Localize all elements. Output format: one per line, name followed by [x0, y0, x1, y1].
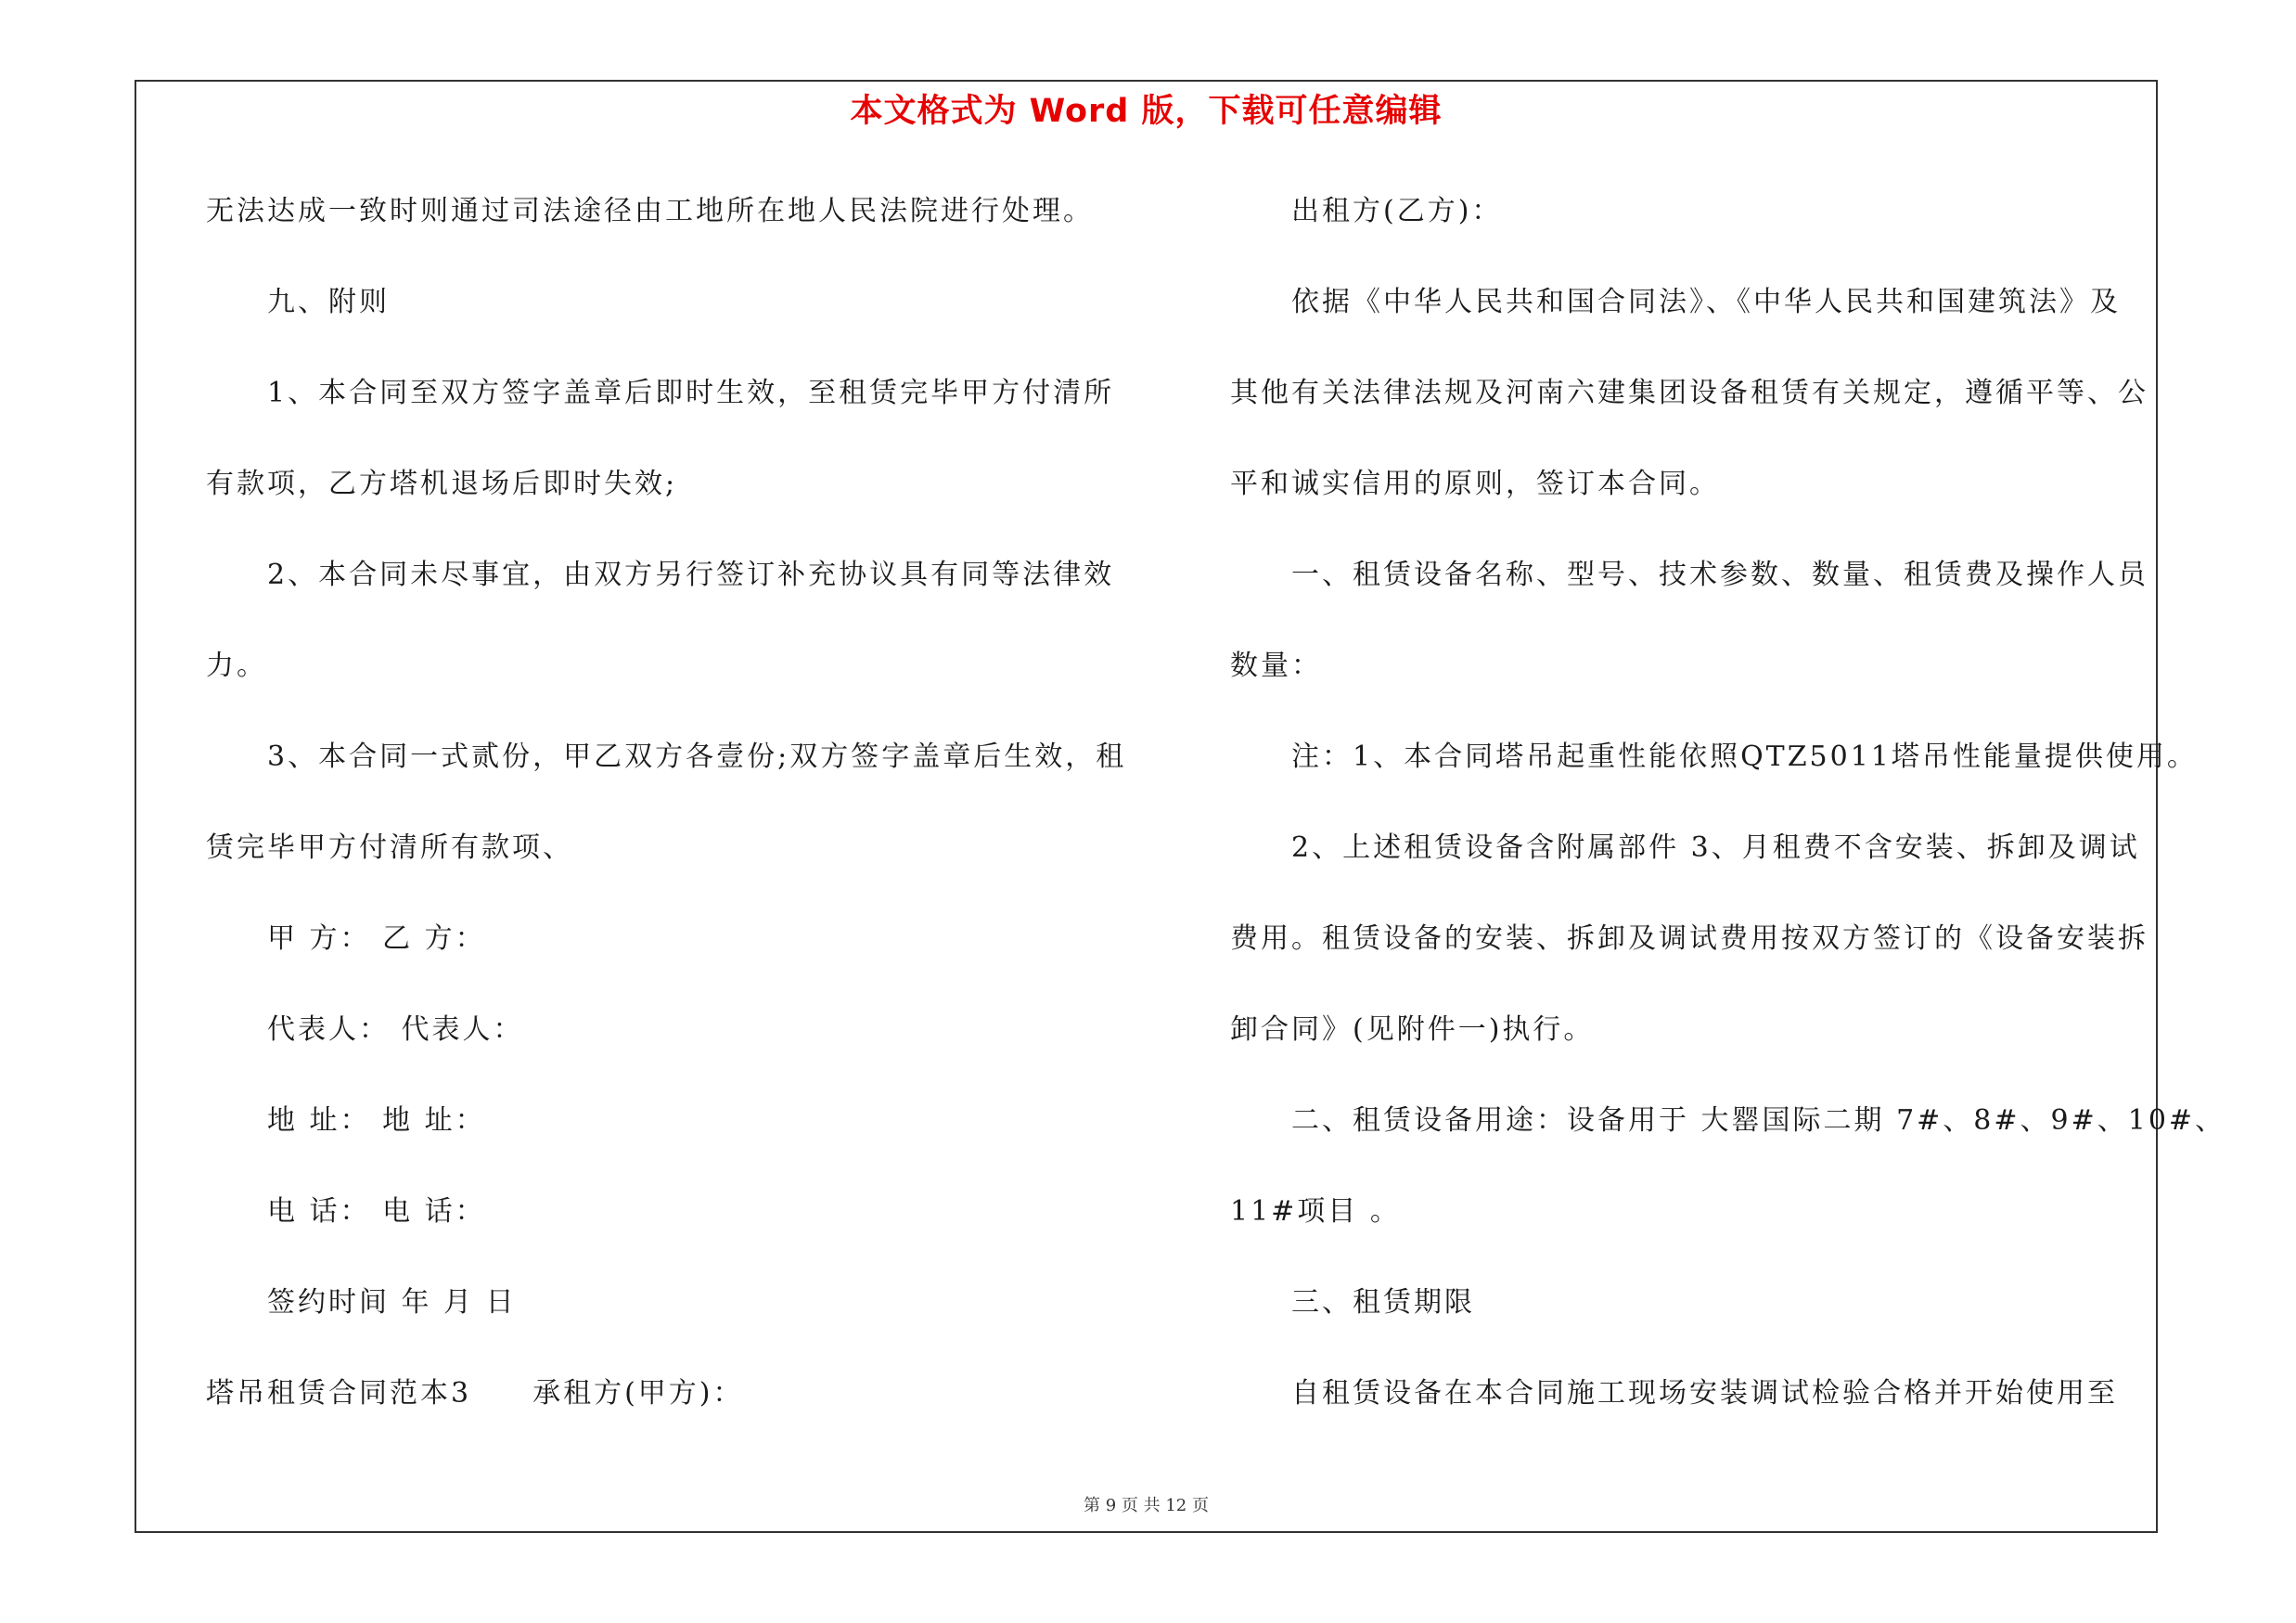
paragraph-line: 1、本合同至双方签字盖章后即时生效，至租赁完毕甲方付清所 — [267, 377, 1115, 409]
section-heading-appendix: 九、附则 — [267, 286, 390, 318]
signature-party-line: 甲 方： 乙 方： — [267, 922, 486, 955]
section-heading-usage: 二、租赁设备用途：设备用于 大罂国际二期 7#、8#、9#、10#、 — [1291, 1104, 2226, 1137]
paragraph-line: 其他有关法律法规及河南六建集团设备租赁有关规定，遵循平等、公 — [1230, 377, 2148, 409]
section-heading-term: 三、租赁期限 — [1291, 1286, 1475, 1319]
paragraph-line: 卸合同》(见附件一)执行。 — [1230, 1013, 1595, 1046]
right-column — [1230, 184, 2226, 1457]
paragraph-line: 3、本合同一式贰份，甲乙双方各壹份;双方签字盖章后生效，租 — [267, 741, 1127, 773]
contract-title: 塔吊租赁合同范本3 — [206, 1377, 472, 1410]
paragraph-line: 力。 — [206, 650, 267, 682]
contract-title-line — [206, 1366, 1134, 1457]
signature-phone-line: 电 话： 电 话： — [267, 1195, 486, 1228]
format-banner: 本文格式为 Word 版，下载可任意编辑 — [850, 93, 1443, 130]
section-heading-equipment: 一、租赁设备名称、型号、技术参数、数量、租赁费及操作人员 — [1291, 559, 2148, 591]
paragraph-line: 平和诚实信用的原则，签订本合同。 — [1230, 468, 1720, 500]
lessor-label: 出租方(乙方)： — [1291, 195, 1503, 227]
paragraph-line: 数量： — [1230, 650, 1322, 682]
paragraph-line: 无法达成一致时则通过司法途径由工地所在地人民法院进行处理。 — [206, 195, 1094, 227]
paragraph-line: 2、上述租赁设备含附属部件 3、月租费不含安装、拆卸及调试 — [1291, 831, 2140, 864]
signature-representative-line: 代表人： 代表人： — [267, 1013, 524, 1046]
note-line: 注：1、本合同塔吊起重性能依照QTZ5011塔吊性能量提供使用。 — [1291, 741, 2198, 773]
paragraph-line: 赁完毕甲方付清所有款项、 — [206, 831, 573, 864]
signature-address-line: 地 址： 地 址： — [267, 1104, 486, 1137]
page-number: 第 9 页 共 12 页 — [1084, 1496, 1209, 1515]
paragraph-line: 11#项目 。 — [1230, 1195, 1401, 1228]
paragraph-line: 有款项，乙方塔机退场后即时失效; — [206, 468, 678, 500]
left-column — [206, 184, 1134, 1457]
paragraph-line: 2、本合同未尽事宜，由双方另行签订补充协议具有同等法律效 — [267, 559, 1115, 591]
lessee-label: 承租方(甲方)： — [532, 1377, 744, 1410]
paragraph-line: 自租赁设备在本合同施工现场安装调试检验合格并开始使用至 — [1291, 1377, 2118, 1410]
paragraph-line: 费用。租赁设备的安装、拆卸及调试费用按双方签订的《设备安装拆 — [1230, 922, 2148, 955]
paragraph-line: 依据《中华人民共和国合同法》、《中华人民共和国建筑法》及 — [1291, 286, 2121, 318]
signature-date-line: 签约时间 年 月 日 — [267, 1286, 517, 1319]
